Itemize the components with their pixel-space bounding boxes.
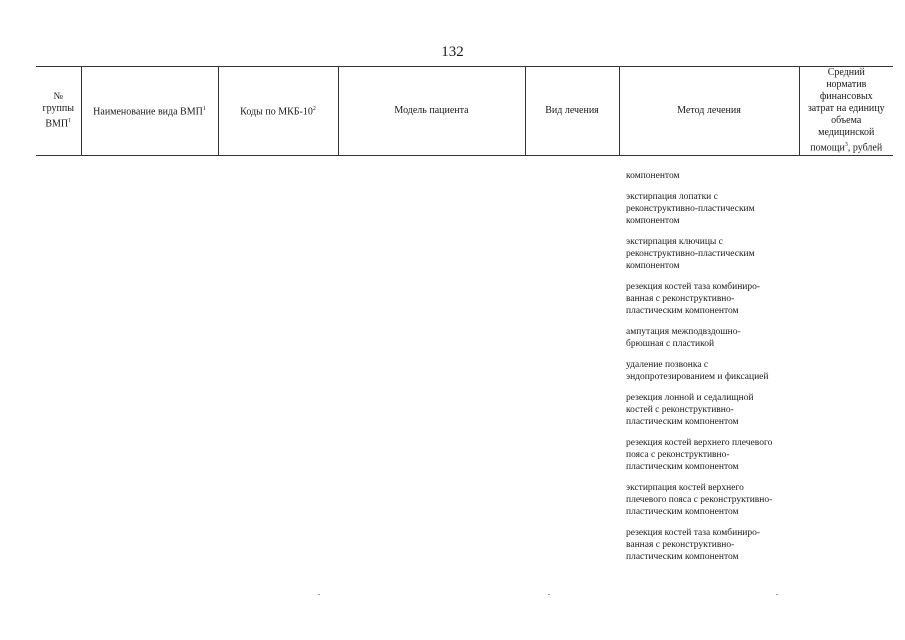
method-item bbox=[626, 191, 816, 227]
method-item bbox=[626, 281, 816, 317]
method-line: пластическим компонентом bbox=[626, 507, 739, 517]
header-group-number-text: ВМП bbox=[45, 118, 69, 130]
scan-speck bbox=[318, 594, 320, 595]
method-item bbox=[626, 527, 816, 563]
method-item bbox=[626, 392, 816, 428]
header-vmp-name bbox=[81, 67, 218, 156]
method-line: плечевого пояса с реконструктивно- bbox=[626, 495, 773, 505]
method-line: реконструктивно-пластическим bbox=[626, 204, 755, 214]
header-average-cost-line-3: финансовых bbox=[819, 91, 873, 103]
method-item bbox=[626, 437, 816, 473]
method-line: резекция костей верхнего плечевого bbox=[626, 438, 773, 448]
method-line: ванная с реконструктивно- bbox=[626, 540, 735, 550]
method-item bbox=[626, 359, 816, 383]
header-average-cost-line-4: затрат на единицу bbox=[807, 103, 885, 115]
header-average-cost-line-7 bbox=[802, 139, 892, 154]
footnote-1-marker: 1 bbox=[202, 106, 206, 113]
method-line: экстирпация лопатки с bbox=[626, 192, 718, 202]
header-group-number-line-1: № bbox=[53, 91, 64, 103]
method-line: резекция костей таза комбиниро- bbox=[626, 282, 761, 292]
page-number: 132 bbox=[441, 44, 464, 60]
header-average-cost-line-2: норматив bbox=[826, 79, 867, 91]
method-line: брюшная с пластикой bbox=[626, 339, 715, 349]
method-line: компонентом bbox=[626, 216, 680, 226]
method-line: компонентом bbox=[626, 261, 680, 271]
method-line: реконструктивно-пластическим bbox=[626, 249, 755, 259]
header-icd-codes-text: Коды по МКБ-10 bbox=[240, 106, 313, 118]
method-line: компонентом bbox=[626, 171, 680, 181]
method-line: эндопротезированием и фиксацией bbox=[626, 372, 769, 382]
method-item bbox=[626, 170, 816, 182]
scan-speck bbox=[548, 594, 550, 595]
method-line: резекция лонной и седалищной bbox=[626, 393, 754, 403]
header-average-cost-text-b: , рублей bbox=[847, 142, 883, 154]
method-line: пластическим компонентом bbox=[626, 417, 739, 427]
method-line: экстирпация ключицы с bbox=[626, 237, 723, 247]
header-average-cost-line-5: объема bbox=[831, 115, 862, 127]
header-group-number-line-2: группы bbox=[42, 103, 74, 115]
header-average-cost bbox=[799, 67, 893, 156]
footnote-3-marker: 3 bbox=[844, 142, 848, 149]
header-average-cost-text-a: помощи bbox=[810, 142, 845, 154]
method-line: пояса с реконструктивно- bbox=[626, 450, 730, 460]
header-icd-codes bbox=[218, 67, 338, 156]
header-treatment-type: Вид лечения bbox=[525, 67, 619, 156]
header-average-cost-line-1: Средний bbox=[827, 67, 865, 79]
method-line: резекция костей таза комбиниро- bbox=[626, 528, 761, 538]
method-line: пластическим компонентом bbox=[626, 306, 739, 316]
method-line: ванная с реконструктивно- bbox=[626, 294, 735, 304]
method-line: пластическим компонентом bbox=[626, 552, 739, 562]
header-treatment-method: Метод лечения bbox=[619, 67, 799, 156]
treatment-method-list bbox=[626, 170, 816, 572]
header-vmp-name-text: Наименование вида ВМП bbox=[93, 106, 203, 118]
method-item bbox=[626, 482, 816, 518]
method-line: костей с реконструктивно- bbox=[626, 405, 734, 415]
table-header bbox=[36, 66, 893, 156]
scan-speck bbox=[776, 594, 778, 595]
method-line: удаление позвонка с bbox=[626, 360, 709, 370]
footnote-1-marker: 1 bbox=[68, 118, 72, 125]
footnote-2-marker: 2 bbox=[312, 106, 316, 113]
method-item bbox=[626, 326, 816, 350]
header-patient-model: Модель пациента bbox=[338, 67, 525, 156]
method-item bbox=[626, 236, 816, 272]
method-line: экстирпация костей верхнего bbox=[626, 483, 744, 493]
header-group-number-line-3 bbox=[38, 115, 79, 130]
header-average-cost-line-6: медицинской bbox=[818, 127, 875, 139]
method-line: пластическим компонентом bbox=[626, 462, 739, 472]
method-line: ампутация межподвздошно- bbox=[626, 327, 741, 337]
header-group-number bbox=[36, 67, 81, 156]
